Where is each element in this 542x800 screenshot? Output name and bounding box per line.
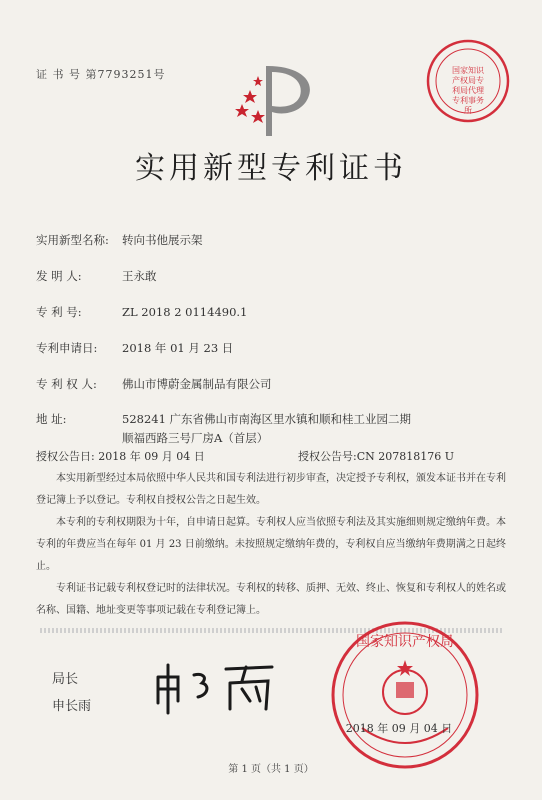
patent-number-row: 专 利 号: ZL 2018 2 0114490.1 — [36, 305, 248, 319]
inventor-row: 发 明 人: 王永敢 — [36, 269, 157, 283]
director-name: 申长雨 — [52, 699, 92, 714]
cnipa-logo-icon — [228, 60, 320, 138]
signature-icon — [150, 655, 280, 715]
patentee-row: 专 利 权 人: 佛山市博蔚金属制品有限公司 — [36, 377, 272, 391]
agency-seal-text: 国家知识产权局专利局代理专利事务所 — [452, 66, 484, 115]
certificate-number: 证 书 号 第7793251号 — [36, 68, 166, 81]
grant-row: 授权公告日: 2018 年 09 月 04 日 授权公告号:CN 207818176 U — [36, 450, 455, 463]
director-label: 局长 — [52, 672, 79, 687]
page-footer: 第 1 页（共 1 页） — [228, 764, 314, 775]
page-title: 实用新型专利证书 — [135, 151, 407, 186]
paragraph-2: 本专利的专利权期限为十年，自申请日起算。专利权人应当依照专利法及其实施细则规定缴纳年费。本专利的年费应当在每年 01 月 23 日前缴纳。未按照规定缴纳年费的，专利权自应当缴纳年费期满之日起终止。 — [36, 517, 506, 572]
filing-date-row: 专利申请日: 2018 年 01 月 23 日 — [36, 341, 234, 355]
paragraph-3: 专利证书记载专利权登记时的法律状况。专利权的转移、质押、无效、终止、恢复和专利权人的姓名或名称、国籍、地址变更等事项记载在专利登记簿上。 — [36, 583, 506, 616]
paragraph-1: 本实用新型经过本局依照中华人民共和国专利法进行初步审查，决定授予专利权，颁发本证书并在专利登记簿上予以登记。专利权自授权公告之日起生效。 — [36, 473, 506, 506]
address-row: 地 址: 528241 广东省佛山市南海区里水镇和顺和桂工业园二期 — [36, 412, 412, 426]
announcement-number: 授权公告号:CN 207818176 U — [298, 450, 455, 463]
national-ip-seal-icon — [330, 620, 480, 770]
seal-date: 2018 年 09 月 04 日 — [345, 722, 453, 735]
seal-text: 国家知识产权局 — [356, 634, 454, 650]
utility-name-row: 实用新型名称: 转向书他展示架 — [36, 233, 203, 247]
address-line-2: 顺福西路三号厂房A（首层） — [122, 431, 269, 445]
